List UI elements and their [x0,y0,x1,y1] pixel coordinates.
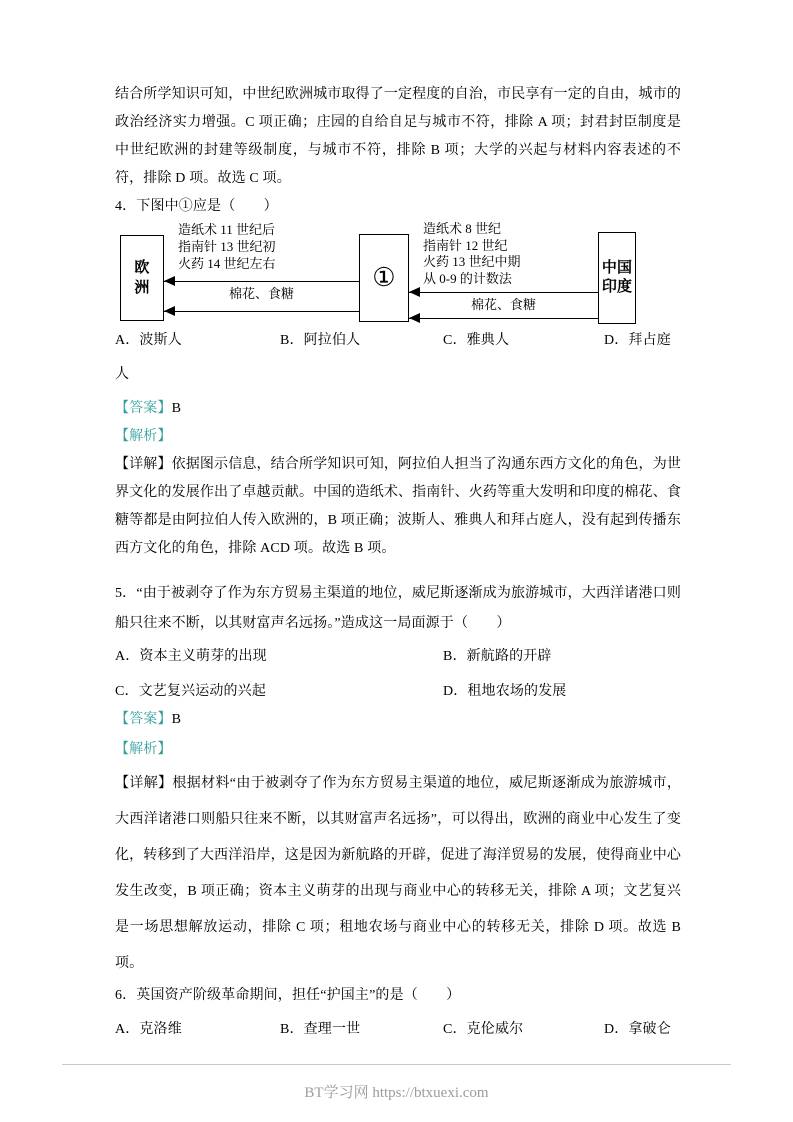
left-arrow-bottom-icon [164,311,359,312]
diagram-right-gap-text [409,221,598,287]
q4-option-d: D．拜占庭 [604,333,671,348]
diagram-left-gap [164,221,359,312]
q5-answer-label: 【答案】 [115,712,172,727]
left-arrow-top-icon [164,281,359,282]
diagram-box-europe-label: 欧洲 [134,260,150,296]
q4-option-c: C．雅典人 [443,333,510,348]
right-arrow-bottom-icon [409,318,598,319]
q4-stem: 4．下图中①应是（ ） [115,199,278,214]
q6-option-b: B．查理一世 [280,1022,361,1037]
diagram-right-line-2: 指南针 12 世纪 [423,237,508,253]
q4-answer-value: B [171,401,182,416]
diagram-left-line-3: 火药 14 世纪左右 [178,256,276,271]
q5-answer-line [115,706,681,734]
q5-option-d: D．租地农场的发展 [443,684,567,699]
exam-content [115,81,681,1044]
q6-option-a: A．克洛维 [115,1022,182,1037]
q5-answer-value: B [171,712,182,727]
page-footer [0,1081,793,1102]
diagram-box-china-india [598,232,636,324]
q4-analysis-label: 【解析】 [115,429,172,444]
right-arrow-top-icon [409,292,598,293]
diagram-right-line-1: 造纸术 8 世纪 [423,221,502,236]
q5-option-b: B．新航路的开辟 [443,649,552,664]
diagram-box-unknown-label: ① [372,263,396,292]
q5-option-a: A．资本主义萌芽的出现 [115,649,267,664]
footer-site-link[interactable]: BT学习网 https://btxuexi.com [304,1085,489,1101]
q4-diagram [120,221,636,325]
q5-option-c: C．文艺复兴运动的兴起 [115,684,266,699]
diagram-right-line-4: 从 0-9 的计数法 [423,270,512,286]
diagram-left-line-1: 造纸术 11 世纪后 [178,222,276,237]
diagram-left-line-2: 指南针 13 世纪初 [178,239,276,254]
q4-option-d-overflow: 人 [115,367,130,382]
q5-stem: 5．“由于被剥夺了作为东方贸易主渠道的地位，威尼斯逐渐成为旅游城市，大西洋诸港口则船只往来不断，以其财富声名远扬。”造成这一局面源于（ ） [115,586,681,631]
diagram-box-europe [120,235,164,321]
diagram-left-food-label: 棉花、食糖 [228,286,294,301]
footer-divider [62,1064,731,1065]
q5-analysis-label: 【解析】 [115,742,172,757]
q4-option-a: A．波斯人 [115,333,182,348]
q4-options [115,327,681,355]
q4-detail-text: 【详解】依据图示信息，结合所学知识可知，阿拉伯人担当了沟通东西方文化的角色，为世界文化的发展作出了卓越贡献。中国的造纸术、指南针、火药等重大发明和印度的棉花、食糖等都是由阿拉伯人传入欧洲的，B 项正确；波斯人、雅典人和拜占庭人，没有起到传播东西方文化的角色，排除 ACD 项。故选 B 项。 [115,457,681,556]
q5-detail-text: 【详解】根据材料“由于被剥夺了作为东方贸易主渠道的地位，威尼斯逐渐成为旅游城市，大西洋诸港口则船只往来不断，以其财富声名远扬”，可以得出，欧洲的商业中心发生了变化，转移到了大西洋沿岸，这是因为新航路的开辟，促进了海洋贸易的发展，使得商业中心发生改变，B 项正确；资本主义萌芽的出现与商业中心的转移无关，排除 A 项；文艺复兴是一场思想解放运动，排除 C 项；租地农场与商业中心的转移无关，排除 D 项。故选 B 项。 [115,776,681,971]
diagram-left-gap-text [164,221,359,272]
q4-answer-line [115,395,681,423]
q4-answer-label: 【答案】 [115,401,172,416]
diagram-right-line-3: 火药 13 世纪中期 [423,254,521,269]
q6-option-d: D．拿破仑 [604,1022,671,1037]
diagram-right-food-label: 棉花、食糖 [470,297,536,312]
q6-stem: 6．英国资产阶级革命期间，担任“护国主”的是（ ） [115,988,461,1003]
q3-explanation-tail: 结合所学知识可知，中世纪欧洲城市取得了一定程度的自治，市民享有一定的自由，城市的政治经济实力增强。C 项正确；庄园的自给自足与城市不符，排除 A 项；封君封臣制度是中世纪欧洲的封建等级制度，与城市不符，排除 B 项；大学的兴起与材料内容表述的不符，排除 D 项。故选 C 项。 [115,87,681,186]
q4-option-b: B．阿拉伯人 [280,333,361,348]
q6-options [115,1016,681,1044]
diagram-box-china-india-label: 中国印度 [601,260,633,295]
diagram-right-gap [409,221,598,319]
q6-option-c: C．克伦威尔 [443,1022,524,1037]
diagram-box-unknown [359,234,409,322]
q5-options [115,643,681,706]
